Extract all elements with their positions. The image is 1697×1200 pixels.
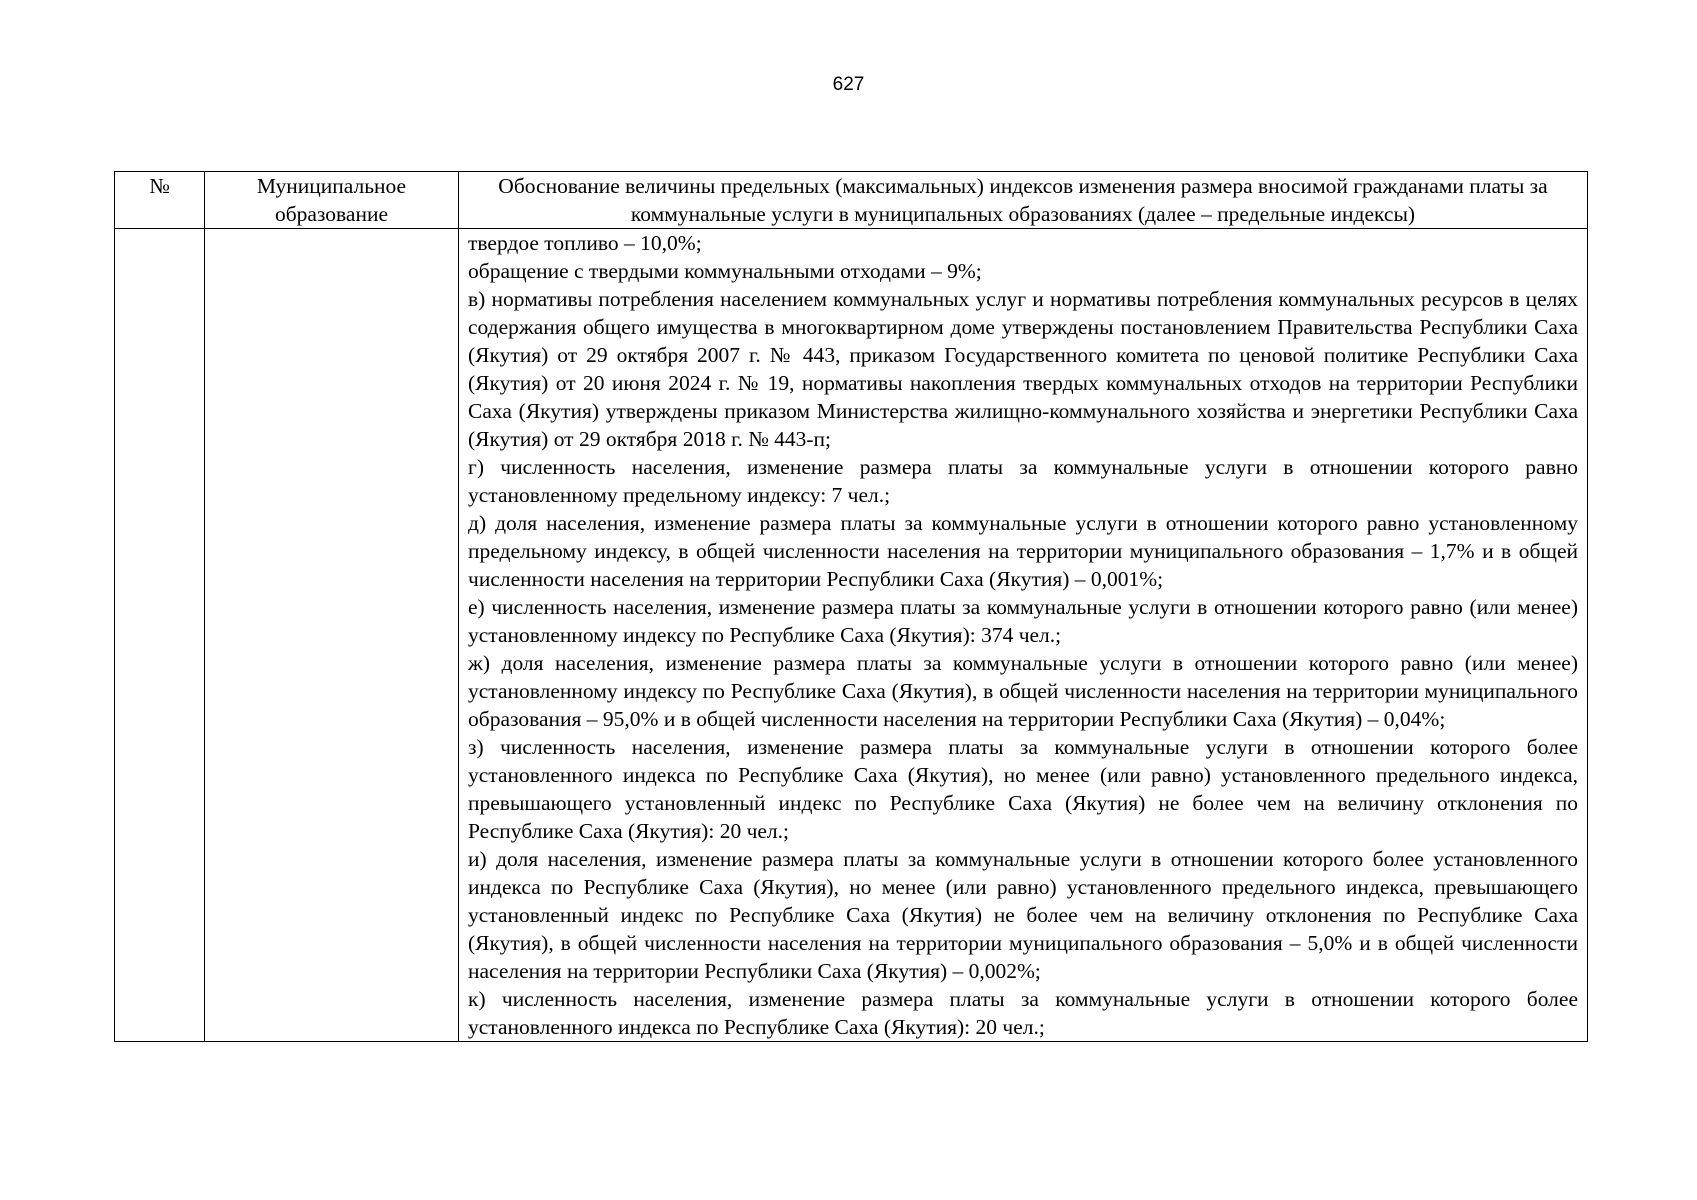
paragraph-item-v: в) нормативы потребления населением коммунальных услуг и нормативы потребления коммунальных ресурсов в целях содержания общего имущества в многоквартирном доме утверждены постановлением Правительства Республики Саха (Якутия) от 29 октября 2007 г. № 443, приказом Государственного комитета по ценовой политике Республики Саха (Якутия) от 20 июня 2024 г. № 19, нормативы накопления твердых коммунальных отходов на территории Республики Саха (Якутия) утверждены приказом Министерства жилищно-коммунального хозяйства и энергетики Республики Саха (Якутия) от 29 октября 2018 г. № 443-п; — [468, 287, 1578, 451]
paragraph-item-g: г) численность населения, изменение размера платы за коммунальные услуги в отношении которого равно установленному предельному индексу: 7 чел.; — [468, 455, 1578, 507]
paragraph-solid-waste: обращение с твердыми коммунальными отходами – 9%; — [468, 259, 982, 283]
paragraph-item-d: д) доля населения, изменение размера платы за коммунальные услуги в отношении которого равно установленному предельному индексу, в общей численности населения на территории муниципального образования – 1,7% и в общей численности населения на территории Республики Саха (Якутия) – 0,001%; — [468, 511, 1578, 591]
paragraph-item-z: з) численность населения, изменение размера платы за коммунальные услуги в отношении которого более установленного индекса по Республике Саха (Якутия), но менее (или равно) установленного предельного индекса, превышающего установленный индекс по Республике Саха (Якутия) не более чем на величину отклонения по Республике Саха (Якутия): 20 чел.; — [468, 735, 1578, 843]
page-number: 627 — [832, 74, 865, 95]
cell-number — [115, 229, 205, 1042]
header-number: № — [115, 172, 205, 229]
paragraph-solid-fuel: твердое топливо – 10,0%; — [468, 231, 702, 255]
header-justification: Обоснование величины предельных (максимальных) индексов изменения размера вносимой гражданами платы за коммунальные услуги в муниципальных образованиях (далее – предельные индексы) — [459, 172, 1588, 229]
header-municipality: Муниципальное образование — [205, 172, 459, 229]
paragraph-item-k: к) численность населения, изменение размера платы за коммунальные услуги в отношении которого более установленного индекса по Республике Саха (Якутия): 20 чел.; — [468, 987, 1578, 1039]
paragraph-item-e: е) численность населения, изменение размера платы за коммунальные услуги в отношении которого равно (или менее) установленному индексу по Республике Саха (Якутия): 374 чел.; — [468, 595, 1578, 647]
cell-municipality — [205, 229, 459, 1042]
indices-table — [114, 171, 1588, 1042]
table-row — [115, 229, 1588, 1042]
paragraph-item-zh: ж) доля населения, изменение размера платы за коммунальные услуги в отношении которого равно (или менее) установленному индексу по Республике Саха (Якутия), в общей численности населения на территории муниципального образования – 95,0% и в общей численности населения на территории Республики Саха (Якутия) – 0,04%; — [468, 651, 1578, 731]
cell-justification — [459, 229, 1588, 1042]
table-header-row — [115, 172, 1588, 229]
paragraph-item-i: и) доля населения, изменение размера платы за коммунальные услуги в отношении которого более установленного индекса по Республике Саха (Якутия), но менее (или равно) установленного предельного индекса, превышающего установленный индекс по Республике Саха (Якутия) не более чем на величину отклонения по Республике Саха (Якутия), в общей численности населения на территории муниципального образования – 5,0% и в общей численности населения на территории Республики Саха (Якутия) – 0,002%; — [468, 847, 1578, 983]
